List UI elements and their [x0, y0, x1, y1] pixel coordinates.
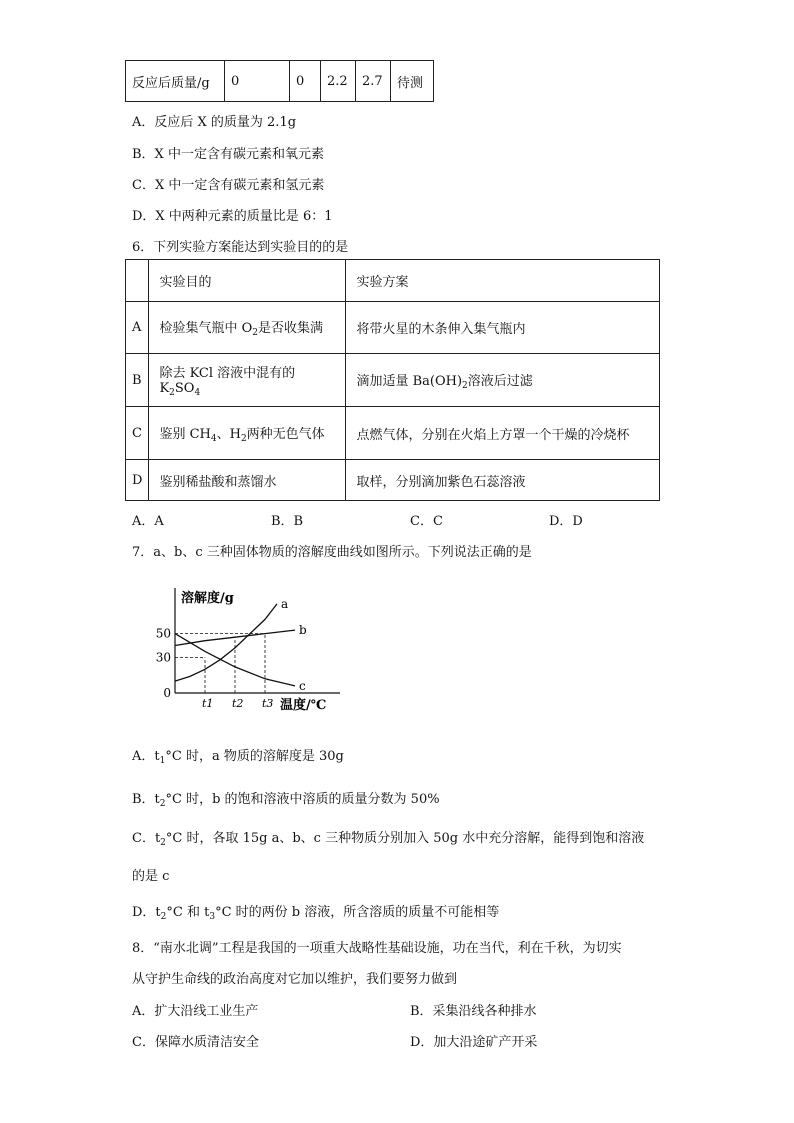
q5-option-a: A．反应后 X 的质量为 2.1g: [132, 115, 297, 130]
q6-option-b: B．B: [271, 514, 304, 529]
q6-option-a: A．A: [132, 514, 164, 529]
q8-option-b: B．采集沿线各种排水: [410, 1004, 537, 1019]
q5-option-c: C．X 中一定含有碳元素和氢元素: [132, 178, 325, 193]
q8-stem: 8．“南水北调”工程是我国的一项重大战略性基础设施，功在当代，利在千秋，为切实: [132, 941, 622, 956]
table-cell: 2.7: [356, 61, 391, 102]
table-row: [126, 302, 660, 354]
table-cell: 2.2: [321, 61, 356, 102]
table-row: [126, 61, 434, 102]
x-tick-label: t1: [202, 697, 214, 710]
row-letter: C: [126, 407, 149, 460]
q8-option-d: D．加大沿途矿产开采: [410, 1035, 538, 1050]
row-goal: 鉴别 $CH_4$、$H_2$两种无色气体: [149, 407, 346, 460]
row-goal: 鉴别稀盐酸和蒸馏水: [149, 460, 346, 501]
row-letter: B: [126, 354, 149, 407]
q5-option-d: D．X 中两种元素的质量比是 6：1: [132, 209, 333, 224]
series-b-line: [175, 630, 295, 645]
y-tick-label: 0: [163, 686, 171, 700]
q8-stem-cont: 从守护生命线的政治高度对它加以维护，我们要努力做到: [132, 972, 458, 987]
table-cell: [126, 260, 149, 302]
x-tick-label: t2: [232, 697, 244, 710]
q7-option-c: C．$t_2^\circ C$ 时，各取 15g a、b、c 三种物质分别加入 50g 水中充分溶解，能得到饱和溶液: [132, 831, 645, 848]
q6-option-c: C．C: [410, 514, 443, 529]
row-plan: 点燃气体，分别在火焰上方罩一个干燥的冷烧杯: [346, 407, 660, 460]
table-row: [126, 460, 660, 501]
row-plan: 取样，分别滴加紫色石蕊溶液: [346, 460, 660, 501]
row-goal: 检验集气瓶中 $O_2$是否收集满: [149, 302, 346, 354]
y-axis-label: 溶解度/g: [181, 591, 234, 606]
table-header-plan: 实验方案: [346, 260, 660, 302]
q7-option-a: A．$t_1^\circ C$ 时，a 物质的溶解度是 30g: [132, 749, 344, 766]
table-cell: 待测: [391, 61, 434, 102]
q5-option-b: B．X 中一定含有碳元素和氧元素: [132, 147, 324, 162]
row-goal: 除去 KCl 溶液中混有的 $K_2SO_4$: [149, 354, 346, 407]
experiment-table: [125, 259, 660, 501]
y-tick-label: 50: [155, 626, 171, 641]
q6-option-d: D．D: [549, 514, 583, 529]
x-axis-label: 温度/℃: [280, 698, 327, 713]
q8-option-c: C．保障水质清洁安全: [132, 1035, 259, 1050]
series-c-label: c: [299, 678, 306, 693]
table-cell: 0: [225, 61, 290, 102]
q7-option-c-cont: 的是 c: [132, 869, 170, 884]
series-a-label: a: [281, 596, 289, 611]
mass-table: [125, 60, 434, 102]
q7-option-d: D．$t_2^\circ C$ 和 $t_3^\circ C$ 时的两份 b 溶液，所含溶质的质量不可能相等: [132, 905, 500, 922]
table-row: [126, 407, 660, 460]
q6-stem: 6．下列实验方案能达到实验目的的是: [132, 240, 349, 255]
q7-option-b: B．$t_2^\circ C$ 时，b 的饱和溶液中溶质的质量分数为 50%: [132, 792, 440, 809]
table-row: [126, 354, 660, 407]
row-letter: A: [126, 302, 149, 354]
solubility-chart: [150, 580, 350, 720]
series-b-label: b: [299, 623, 307, 638]
table-row: [126, 260, 660, 302]
row-letter: D: [126, 460, 149, 501]
table-cell: 反应后质量/g: [126, 61, 225, 102]
q8-option-a: A．扩大沿线工业生产: [132, 1004, 259, 1019]
table-header-goal: 实验目的: [149, 260, 346, 302]
q7-stem: 7．a、b、c 三种固体物质的溶解度曲线如图所示。下列说法正确的是: [132, 545, 532, 560]
row-plan: 滴加适量 $Ba(OH)_2$溶液后过滤: [346, 354, 660, 407]
x-tick-label: t3: [262, 697, 274, 710]
table-cell: 0: [290, 61, 321, 102]
row-plan: 将带火星的木条伸入集气瓶内: [346, 302, 660, 354]
y-tick-label: 30: [155, 650, 171, 665]
